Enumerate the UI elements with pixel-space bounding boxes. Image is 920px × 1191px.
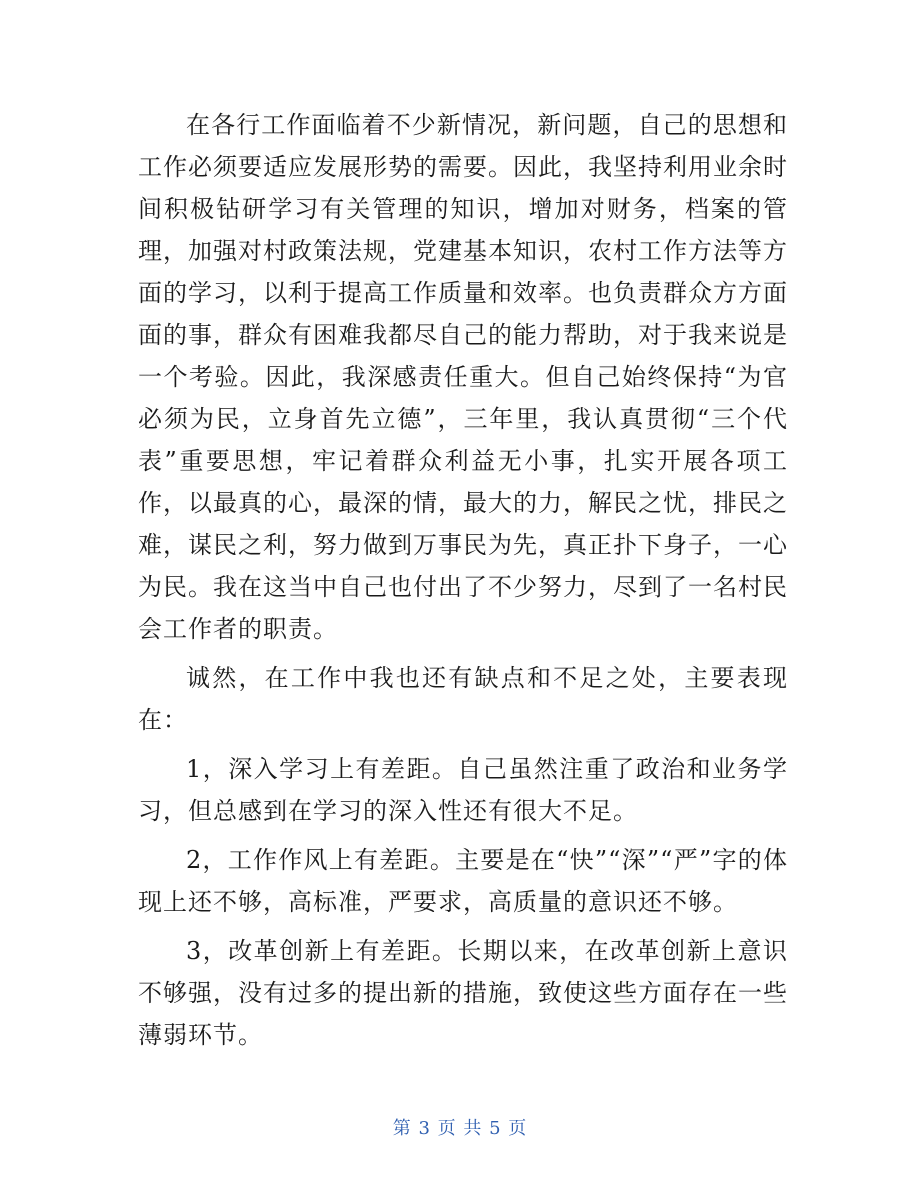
document-body <box>138 104 788 1056</box>
page-number-footer: 第 3 页 共 5 页 <box>392 1118 528 1139</box>
paragraph-shortcomings-intro: 诚然，在工作中我也还有缺点和不足之处，主要表现在： <box>138 664 788 734</box>
paragraph-point-2: 2，工作作风上有差距。主要是在“快”“深”“严”字的体现上还不够，高标准，严要求，高质量的意识还不够。 <box>138 846 788 916</box>
paragraph-work-summary: 在各行工作面临着不少新情况，新问题，自己的思想和工作必须要适应发展形势的需要。因此，我坚持利用业余时间积极钻研学习有关管理的知识，增加对财务，档案的管理，加强对村政策法规，党建基本知识，农村工作方法等方面的学习，以利于提高工作质量和效率。也负责群众方方面面的事，群众有困难我都尽自己的能力帮助，对于我来说是一个考验。因此，我深感责任重大。但自己始终保持“为官必须为民，立身首先立德”，三年里，我认真贯彻“三个代表”重要思想，牢记着群众利益无小事，扎实开展各项工作，以最真的心，最深的情，最大的力，解民之忧，排民之难，谋民之利，努力做到万事民为先，真正扑下身子，一心为民。我在这当中自己也付出了不少努力，尽到了一名村民会工作者的职责。 <box>138 111 788 643</box>
paragraph-point-3: 3，改革创新上有差距。长期以来，在改革创新上意识不够强，没有过多的提出新的措施，致使这些方面存在一些薄弱环节。 <box>138 937 788 1049</box>
paragraph-point-1: 1，深入学习上有差距。自己虽然注重了政治和业务学习，但总感到在学习的深入性还有很大不足。 <box>138 755 788 825</box>
